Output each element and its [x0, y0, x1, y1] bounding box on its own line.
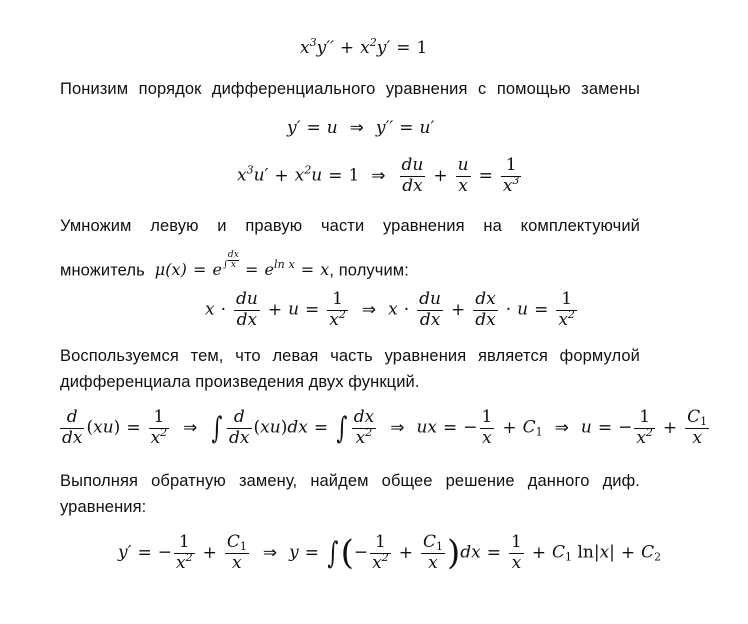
- paragraph-product-rule-2: дифференциала произведения двух функций.: [60, 373, 420, 391]
- integrating-factor-formula: μ(x) = e∫ $\frac{dx}{x}$ = $e^{ln x} = x$: [149, 250, 330, 280]
- paragraph-back-substitution-2: уравнения:: [60, 498, 147, 516]
- equation-first-order: $x^3u' + x^2u = 1$ ⇒ $\frac{du}{dx}$ + $\frac{u}{x}$ = $\frac{1}{x^3}$: [237, 155, 520, 196]
- paragraph-multiplier: Умножим левую и правую части уравнения на комплектуючий: [60, 217, 640, 235]
- paragraph-reduce-order: Понизим порядок дифференциального уравнения с помощью замены: [60, 80, 640, 98]
- multiplier-label: множитель: [60, 261, 145, 280]
- paragraph-product-rule-1: Воспользуемся тем, что левая часть уравнения является формулой: [60, 347, 640, 365]
- equation-integration: $\frac{d}{dx}$ (xu) = $\frac{1}{x^2}$ ⇒ ∫ $\frac{d}{dx}$ (xu)dx = ∫ $\frac{dx}{x^2}$ ⇒ ux = − $\frac{1}{x}$ + $C_1$ ⇒ u = − $\frac{1}{x^2}$ + $\frac{C_1}{x}$: [62, 407, 708, 448]
- paragraph-multiplier-formula: [60, 251, 409, 280]
- equation-substitution: y′ = u ⇒ y′′ = u′: [287, 118, 435, 138]
- multiplier-suffix: , получим:: [329, 261, 409, 280]
- equation-multiplied: x · $\frac{du}{dx}$ + u = $\frac{1}{x^2}$ ⇒ x · $\frac{du}{dx}$ + $\frac{dx}{dx}$ · u = $\frac{1}{x^2}$: [205, 289, 575, 330]
- equation-original: $x^3y'' + x^2y' = 1$: [300, 36, 428, 58]
- equation-general-solution: y′ = − $\frac{1}{x^2}$ + $\frac{C_1}{x}$ ⇒ y = ∫(− $\frac{1}{x^2}$ + $\frac{C_1}{x}$ )dx = $\frac{1}{x}$ + $C_1$ $\ln|x| + C_2$: [118, 532, 662, 574]
- paragraph-back-substitution-1: Выполняя обратную замену, найдем общее решение данного диф.: [60, 472, 640, 490]
